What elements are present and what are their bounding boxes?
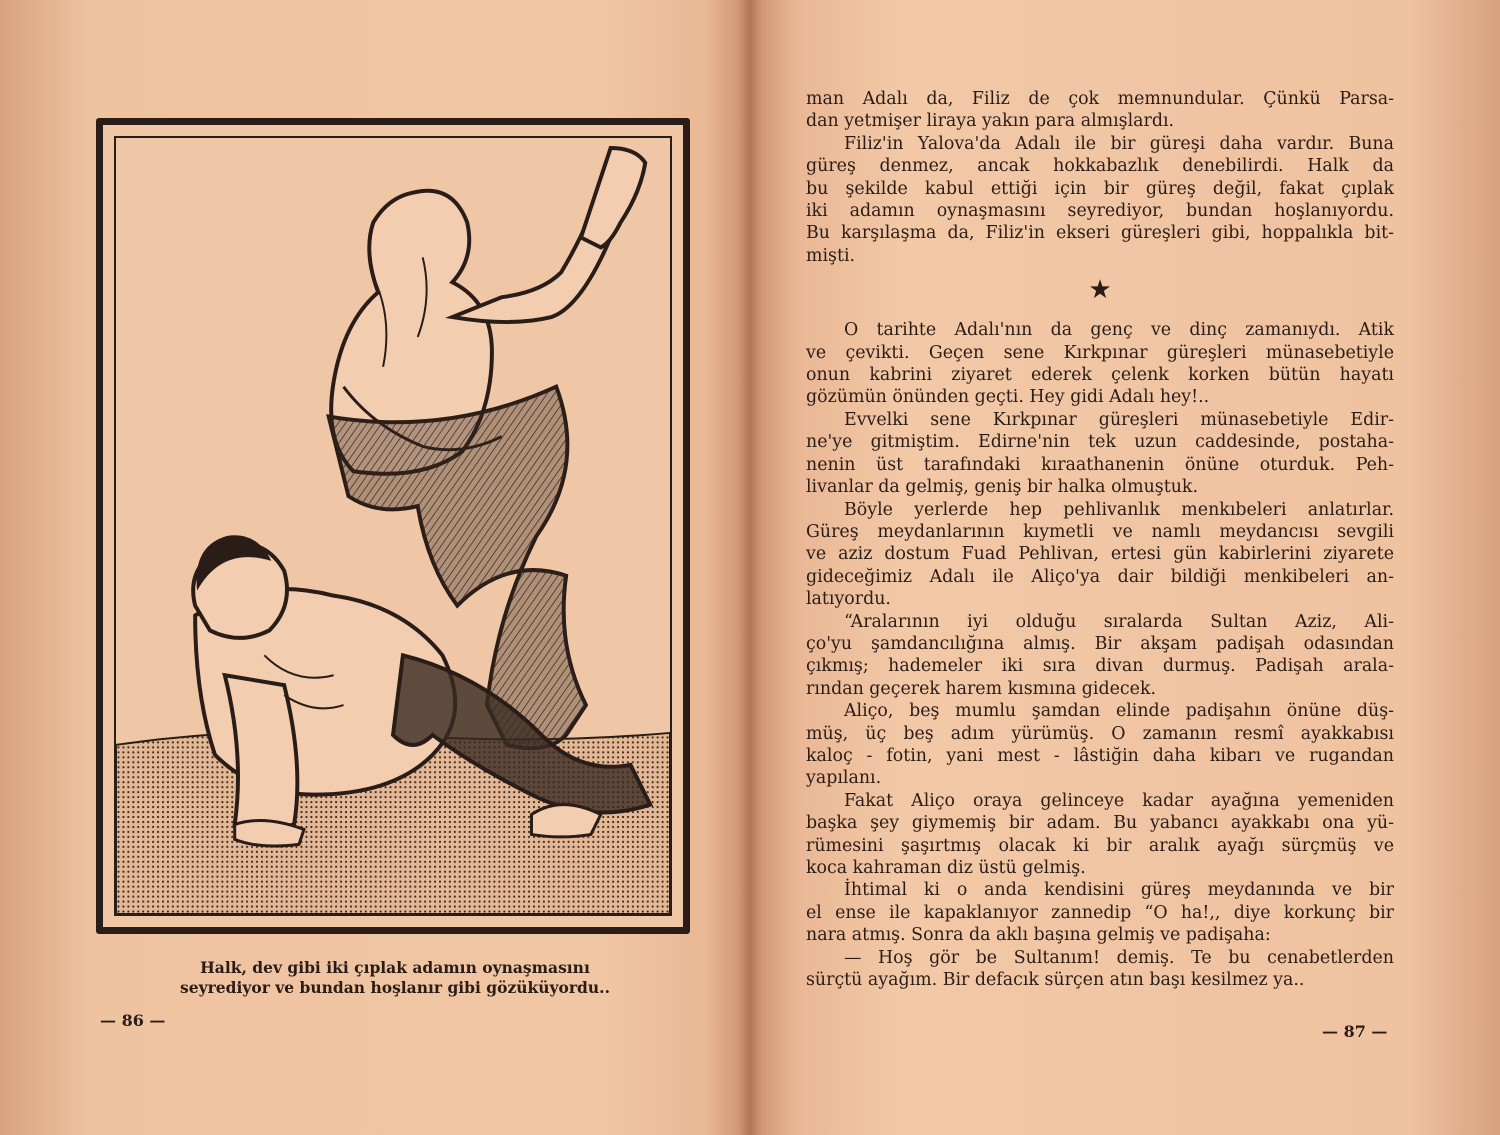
illustration-frame	[96, 118, 690, 934]
text-line: iki adamın oynaşmasını seyrediyor, bundan hoşlanıyordu.	[806, 201, 1394, 222]
text-line: çıkmış; hademeler iki sıra divan durmuş. Padişah arala-	[806, 656, 1394, 677]
text-line: İhtimal ki o anda kendisini güreş meydanında ve bir	[844, 880, 1394, 901]
text-line: man Adalı da, Filiz de çok memnundular. Çünkü Parsa-	[806, 89, 1394, 109]
text-line: Evvelki sene Kırkpınar güreşleri münasebetiyle Edir-	[844, 409, 1394, 430]
text-line: başka şey giymemiş bir adam. Bu yabancı ayakkabı ona yü-	[806, 813, 1394, 834]
page-number-left: — 86 —	[100, 1011, 166, 1030]
text-line: müş, üç beş adım yürümüş. O zamanın resmî ayakkabısı	[806, 723, 1394, 744]
text-line: livanlar da gelmiş, geniş bir halka olmuştuk.	[806, 477, 1198, 498]
text-line: koca kahraman diz üstü gelmiş.	[806, 858, 1086, 878]
text-line: “Aralarının iyi olduğu sıralarda Sultan Aziz, Ali-	[844, 611, 1394, 632]
page-number-right: — 87 —	[1322, 1022, 1388, 1041]
text-line: yapılanı.	[806, 768, 882, 789]
caption-line: Halk, dev gibi iki çıplak adamın oynaşmasını	[200, 958, 590, 977]
text-line: Aliço, beş mumlu şamdan elinde padişahın önüne düş-	[844, 701, 1394, 722]
text-line: onun kabrini ziyaret ederek çelenk korken bütün hayatı	[806, 365, 1394, 386]
text-line: nara atmış. Sonra da aklı başına gelmiş ve padişaha:	[806, 925, 1271, 946]
wrestlers-drawing	[116, 138, 670, 914]
text-line: ve aziz dostum Fuad Pehlivan, ertesi gün kabirlerini ziyarete	[806, 544, 1394, 565]
text-line: ne'ye gitmiştim. Edirne'nin tek uzun caddesinde, postaha-	[806, 432, 1394, 453]
text-line: — Hoş gör be Sultanım! demiş. Te bu cenabetlerden	[844, 947, 1394, 968]
wrestlers-illustration	[114, 136, 672, 916]
text-line: Fakat Aliço oraya gelinceye kadar ayağına yemeniden	[844, 790, 1394, 811]
section-separator-star: ★	[1088, 275, 1112, 306]
caption-line: seyrediyor ve bundan hoşlanır gibi gözüküyordu..	[180, 978, 610, 997]
text-line: Böyle yerlerde hep pehlivanlık menkıbeleri anlatırlar.	[844, 499, 1394, 520]
text-line: gözümün önünden geçti. Hey gidi Adalı hey!..	[806, 387, 1210, 408]
text-line: el ense ile kapaklanıyor zannedip “O ha!,, diye korkunç bir	[806, 902, 1394, 923]
text-line: kaloç - fotin, yani mest - lâstiğin daha kibarı ve rugandan	[806, 745, 1394, 766]
text-line: dan yetmişer liraya yakın para almışlardı.	[806, 111, 1175, 132]
text-line: sürçtü ayağım. Bir defacık sürçen atın başı kesilmez ya..	[806, 970, 1305, 991]
text-line: rından geçerek harem kısmına gidecek.	[806, 678, 1157, 699]
text-line: O tarihte Adalı'nın da genç ve dinç zamanıydı. Atik	[844, 320, 1394, 341]
body-text	[806, 88, 1394, 991]
text-line: rümesini şaşırtmış olacak ki bir aralık ayağı sürçmüş ve	[806, 835, 1394, 856]
text-line: güreş denmez, ancak hokkabazlık denebilirdi. Halk da	[806, 156, 1394, 177]
text-line: gideceğimiz Adalı ile Aliço'ya dair bildiği menkibeleri an-	[806, 566, 1394, 587]
text-line: bu şekilde kabul ettiği için bir güreş değil, fakat çıplak	[806, 178, 1394, 199]
illustration-caption	[150, 958, 640, 998]
text-line: Filiz'in Yalova'da Adalı ile bir güreşi daha vardır. Buna	[844, 133, 1394, 154]
text-line: mişti.	[806, 245, 856, 266]
text-line: Güreş meydanlarının kıymetli ve namlı meydancısı sevgili	[806, 521, 1394, 542]
text-line: Bu karşılaşma da, Filiz'in ekseri güreşleri gibi, hoppalıkla bit-	[806, 223, 1394, 244]
text-line: ve çevikti. Geçen sene Kırkpınar güreşleri münasebetiyle	[806, 342, 1394, 363]
text-line: ço'yu şamdancılığına almış. Bir akşam padişah odasından	[806, 633, 1394, 654]
text-line: nenin üst tarafındaki kıraathanenin önüne oturduk. Peh-	[806, 454, 1394, 475]
text-line: latıyordu.	[806, 589, 891, 610]
